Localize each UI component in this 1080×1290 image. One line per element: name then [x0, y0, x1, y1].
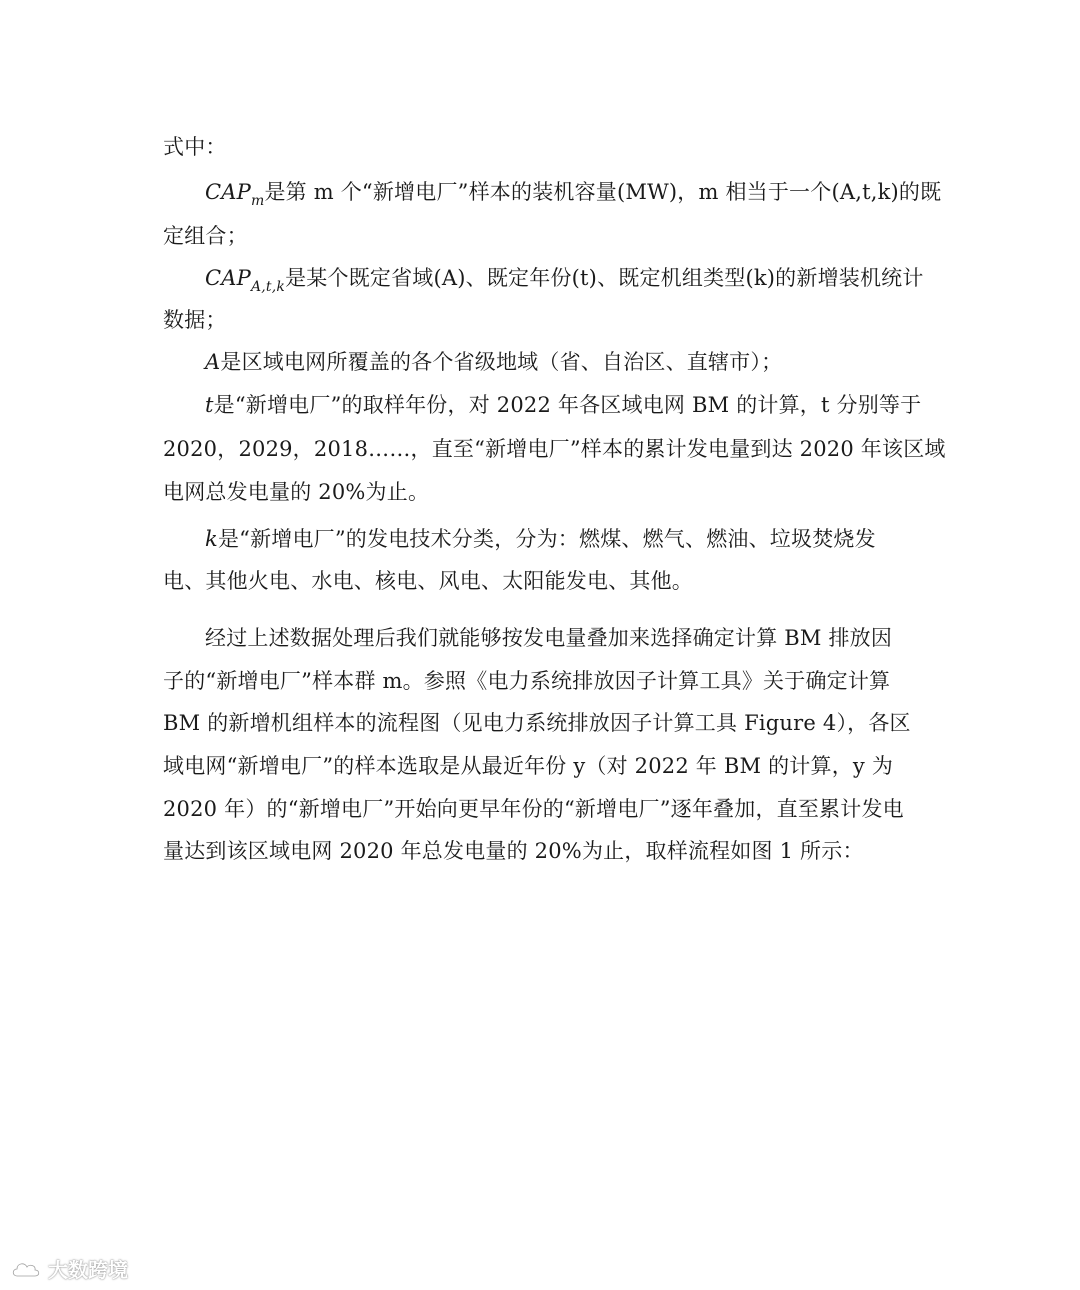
paragraph-line: 子的“新增电厂”样本群 m。参照《电力系统排放因子计算工具》关于确定计算 — [163, 669, 891, 693]
paragraph-line: 域电网“新增电厂”的样本选取是从最近年份 y（对 2022 年 BM 的计算，y 为 — [163, 754, 894, 778]
cap-m-definition: $CAP_m$是第 m 个“新增电厂”样本的装机容量(MW)，m 相当于一个(A,t,k)的既 — [205, 180, 942, 209]
paragraph-line: 经过上述数据处理后我们就能够按发电量叠加来选择确定计算 BM 排放因 — [205, 626, 893, 650]
cap-atk-symbol: $CAP_{A,t,k}$ — [205, 266, 286, 295]
paragraph-line: 2020 年）的“新增电厂”开始向更早年份的“新增电厂”逐年叠加，直至累计发电 — [163, 797, 904, 821]
cap-atk-definition: $CAP_{A,t,k}$是某个既定省域(A)、既定年份(t)、既定机组类型(k)的新增装机统计 — [205, 266, 924, 295]
watermark — [10, 1254, 128, 1283]
t-definition: t是“新增电厂”的取样年份，对 2022 年各区域电网 BM 的计算，t 分别等于 — [205, 393, 922, 417]
intro-text: 式中： — [163, 135, 227, 159]
k-symbol: k — [205, 527, 218, 551]
cap-m-symbol: $CAP_m$ — [205, 180, 265, 209]
paragraph-line: BM 的新增机组样本的流程图（见电力系统排放因子计算工具 Figure 4），各区 — [163, 711, 911, 735]
watermark-text: 大数跨境 — [48, 1258, 128, 1282]
t-definition-cont-2: 电网总发电量的 20%为止。 — [163, 480, 430, 504]
cloud-logo-icon — [10, 1256, 42, 1282]
a-symbol: A — [205, 350, 221, 374]
cap-atk-definition-cont: 数据； — [163, 308, 227, 332]
t-definition-cont-1: 2020，2029，2018……，直至“新增电厂”样本的累计发电量到达 2020 年该区域 — [163, 437, 946, 461]
paragraph-line: 量达到该区域电网 2020 年总发电量的 20%为止，取样流程如图 1 所示： — [163, 839, 864, 863]
k-definition: k是“新增电厂”的发电技术分类，分为：燃煤、燃气、燃油、垃圾焚烧发 — [205, 527, 876, 551]
k-definition-cont: 电、其他火电、水电、核电、风电、太阳能发电、其他。 — [163, 569, 693, 593]
t-symbol: t — [205, 393, 214, 417]
cap-m-definition-cont: 定组合； — [163, 224, 248, 248]
a-definition: A是区域电网所覆盖的各个省级地域（省、自治区、直辖市）； — [205, 350, 783, 374]
